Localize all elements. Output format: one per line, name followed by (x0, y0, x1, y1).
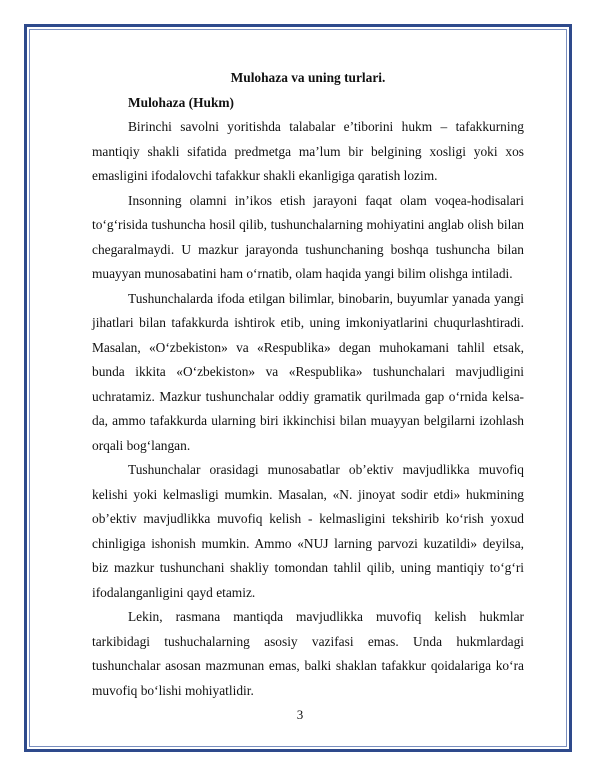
document-title: Mulohaza va uning turlari. (230, 70, 386, 85)
section-heading: Mulohaza (Hukm) (128, 94, 235, 110)
paragraph: Tushunchalar orasidagi munosabatlar ob’ektiv mavjudlikka muvofiq kelishi yoki kelmasligi mumkin. Masalan, «N. jinoyat sodir etdi» hukmining ob’ektiv mavjudlikka muvofiq kelish - kelmasligini tekshirib ko‘rish yoxud chinligiga ishonish mumkin. Ammo «NUJ larning parvozi kuzatildi» deyilsa, biz mazkur tushunchani shakliy tomondan tahlil qilib, uning mantiqiy to‘g‘ri ifodalanganligini qayd etamiz. (92, 462, 524, 600)
paragraph: Insonning olamni in’ikos etish jarayoni faqat olam voqea-hodisalari to‘g‘risida tushuncha hosil qilib, tushunchalarning mohiyatini anglab olish bilan chegaralmaydi. U mazkur jarayonda tushunchaning boshqa tushuncha bilan muayyan munosabatini ham o‘rnatib, olam haqida yangi bilim olishga intiladi. (92, 192, 524, 281)
paragraph: Birinchi savolni yoritishda talabalar e’tiborini hukm – tafakkurning mantiqiy shakli sifatida predmetga ma’lum bir belgining xosligi yoki xos emasligini ifodalovchi tafakkur shakli ekanligiga qaratish lozim. (92, 119, 524, 183)
paragraph: Tushunchalarda ifoda etilgan bilimlar, binobarin, buyumlar yanada yangi jihatlari bilan tafakkurda ishtirok etib, uning imkoniyatlarini chuqurlashtiradi. Masalan, «O‘zbekiston» va «Respublika» degan muhokamani tahlil etsak, bunda ikkita «O‘zbekiston» va «Respublika» tushunchalari mavjudligini uchratamiz. Mazkur tushunchalar oddiy gramatik qurilmada gap o‘rnida kelsa-da, ammo tafakkurda ularning biri ikkinchisi bilan muayyan belgilarni izohlash orqali bog‘langan. (92, 290, 524, 453)
page-number: 3 (296, 707, 304, 722)
paragraph: Lekin, rasmana mantiqda mavjudlikka muvofiq kelish hukmlar tarkibidagi tushuchalarning asosiy vazifasi emas. Unda hukmlardagi tushunchalar asosan mazmunan emas, balki shaklan tafakkur qoidalariga ko‘ra muvofiq bo‘lishi mohiyatlidir. (92, 609, 524, 698)
document-body (92, 66, 524, 703)
